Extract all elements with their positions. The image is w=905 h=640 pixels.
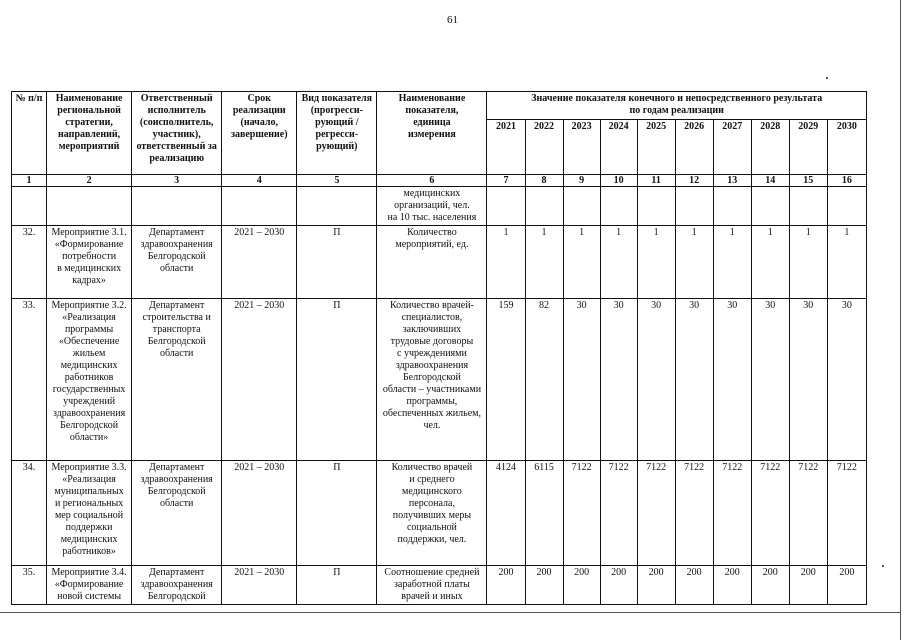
year-value: 200 xyxy=(789,566,827,605)
indicator-name: Соотношение средней заработной платы врачей и иных xyxy=(377,566,487,605)
year-value: 30 xyxy=(637,299,675,461)
year-value: 1 xyxy=(600,226,637,299)
table-row xyxy=(12,226,867,299)
table-row xyxy=(12,461,867,566)
table-row xyxy=(12,299,867,461)
indicator-type: П xyxy=(297,461,377,566)
measure-name: Мероприятие 3.1. «Формирование потребности в медицинских кадрах» xyxy=(47,226,132,299)
column-number: 9 xyxy=(563,175,600,187)
column-number: 6 xyxy=(377,175,487,187)
header-period: Срок реализации (начало, завершение) xyxy=(222,92,297,175)
measure-name: Мероприятие 3.2. «Реализация программы «Обеспечение жильем медицинских работников государственных учреждений здравоохранения Белгородской области» xyxy=(47,299,132,461)
continuation-indicator-text: медицинских организаций, чел. на 10 тыс. населения xyxy=(377,187,487,226)
header-year: 2022 xyxy=(525,120,563,175)
implementation-period: 2021 – 2030 xyxy=(222,566,297,605)
responsible-executor: Департамент здравоохранения Белгородской xyxy=(132,566,222,605)
year-value: 7122 xyxy=(827,461,866,566)
year-value: 1 xyxy=(563,226,600,299)
indicator-type: П xyxy=(297,299,377,461)
year-value: 1 xyxy=(789,226,827,299)
column-number: 12 xyxy=(675,175,713,187)
header-year: 2025 xyxy=(637,120,675,175)
year-value: 30 xyxy=(563,299,600,461)
column-number: 13 xyxy=(713,175,751,187)
continuation-row xyxy=(12,187,867,226)
column-number: 4 xyxy=(222,175,297,187)
year-value: 200 xyxy=(713,566,751,605)
column-number: 15 xyxy=(789,175,827,187)
header-year: 2026 xyxy=(675,120,713,175)
column-number-row xyxy=(12,175,867,187)
year-value: 200 xyxy=(637,566,675,605)
scan-speck xyxy=(882,565,884,567)
header-indicator-type: Вид показателя (прогресси- рующий / регресси- рующий) xyxy=(297,92,377,175)
column-number: 14 xyxy=(751,175,789,187)
header-year: 2024 xyxy=(600,120,637,175)
year-value: 7122 xyxy=(600,461,637,566)
header-year: 2030 xyxy=(827,120,866,175)
responsible-executor: Департамент строительства и транспорта Белгородской области xyxy=(132,299,222,461)
implementation-period: 2021 – 2030 xyxy=(222,299,297,461)
year-value: 7122 xyxy=(563,461,600,566)
scan-frame-bottom xyxy=(0,612,900,613)
column-number: 7 xyxy=(487,175,525,187)
measure-name: Мероприятие 3.4. «Формирование новой системы xyxy=(47,566,132,605)
indicator-name: Количество врачей и среднего медицинского персонала, получивших меры социальной поддержки, чел. xyxy=(377,461,487,566)
page-number: 61 xyxy=(447,14,458,26)
year-value: 1 xyxy=(751,226,789,299)
year-value: 30 xyxy=(713,299,751,461)
year-value: 30 xyxy=(827,299,866,461)
scan-frame-right xyxy=(900,0,901,640)
header-year: 2028 xyxy=(751,120,789,175)
year-value: 30 xyxy=(789,299,827,461)
column-number: 16 xyxy=(827,175,866,187)
indicator-table xyxy=(11,91,867,605)
indicator-name: Количество мероприятий, ед. xyxy=(377,226,487,299)
implementation-period: 2021 – 2030 xyxy=(222,461,297,566)
column-number: 10 xyxy=(600,175,637,187)
year-value: 1 xyxy=(827,226,866,299)
year-value: 7122 xyxy=(713,461,751,566)
column-number: 2 xyxy=(47,175,132,187)
row-number: 33. xyxy=(12,299,47,461)
header-num: № п/п xyxy=(12,92,47,175)
year-value: 200 xyxy=(525,566,563,605)
header-year: 2023 xyxy=(563,120,600,175)
header-year: 2027 xyxy=(713,120,751,175)
header-row xyxy=(12,92,867,120)
year-value: 200 xyxy=(751,566,789,605)
year-value: 7122 xyxy=(751,461,789,566)
indicator-type: П xyxy=(297,566,377,605)
column-number: 3 xyxy=(132,175,222,187)
year-value: 4124 xyxy=(487,461,525,566)
column-number: 5 xyxy=(297,175,377,187)
implementation-period: 2021 – 2030 xyxy=(222,226,297,299)
column-number: 11 xyxy=(637,175,675,187)
column-number: 1 xyxy=(12,175,47,187)
row-number: 34. xyxy=(12,461,47,566)
header-indicator-name: Наименование показателя, единица измерения xyxy=(377,92,487,175)
year-value: 1 xyxy=(675,226,713,299)
header-values-group: Значение показателя конечного и непосредственного результата по годам реализации xyxy=(487,92,867,120)
year-value: 7122 xyxy=(637,461,675,566)
year-value: 1 xyxy=(713,226,751,299)
year-value: 82 xyxy=(525,299,563,461)
year-value: 1 xyxy=(487,226,525,299)
header-name: Наименование региональной стратегии, направлений, мероприятий xyxy=(47,92,132,175)
year-value: 1 xyxy=(525,226,563,299)
year-value: 159 xyxy=(487,299,525,461)
year-value: 200 xyxy=(675,566,713,605)
year-value: 6115 xyxy=(525,461,563,566)
indicator-name: Количество врачей- специалистов, заключивших трудовые договоры с учреждениями здравоохранения Белгородской области – участниками программы, обеспеченных жильем, чел. xyxy=(377,299,487,461)
year-value: 30 xyxy=(751,299,789,461)
scan-speck xyxy=(826,77,828,79)
row-number: 35. xyxy=(12,566,47,605)
measure-name: Мероприятие 3.3. «Реализация муниципальных и региональных мер социальной поддержки медицинских работников» xyxy=(47,461,132,566)
indicator-type: П xyxy=(297,226,377,299)
row-number: 32. xyxy=(12,226,47,299)
table-row xyxy=(12,566,867,605)
header-year: 2029 xyxy=(789,120,827,175)
year-value: 200 xyxy=(487,566,525,605)
year-value: 30 xyxy=(675,299,713,461)
year-value: 200 xyxy=(563,566,600,605)
year-value: 200 xyxy=(600,566,637,605)
year-value: 30 xyxy=(600,299,637,461)
header-executor: Ответственный исполнитель (соисполнитель, участник), ответственный за реализацию xyxy=(132,92,222,175)
responsible-executor: Департамент здравоохранения Белгородской области xyxy=(132,226,222,299)
responsible-executor: Департамент здравоохранения Белгородской области xyxy=(132,461,222,566)
header-year: 2021 xyxy=(487,120,525,175)
year-value: 7122 xyxy=(789,461,827,566)
year-value: 1 xyxy=(637,226,675,299)
year-value: 200 xyxy=(827,566,866,605)
column-number: 8 xyxy=(525,175,563,187)
year-value: 7122 xyxy=(675,461,713,566)
